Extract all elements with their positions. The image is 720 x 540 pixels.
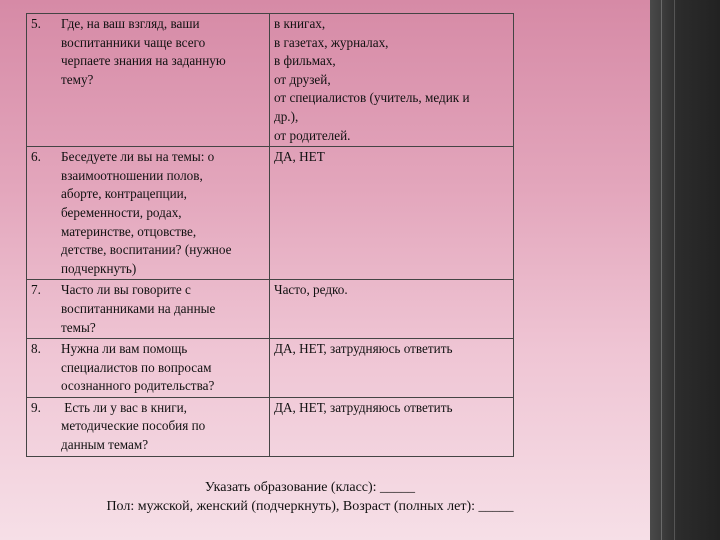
question-cell [27,147,270,280]
question-row-7 [27,280,514,339]
question-text-line: беременности, родах, [61,204,182,220]
question-text-line: методические пособия по [61,418,206,434]
question-number: 7. [31,282,41,298]
question-number: 5. [31,16,41,31]
question-row-9 [27,397,514,456]
question-text-line: воспитанники чаще всего [61,34,206,50]
question-text-line: тему? [61,71,94,87]
question-text-line: материнстве, отцовстве, [61,223,197,239]
question-text-line: данным темам? [61,437,149,453]
question-number: 6. [31,149,41,165]
question-number: 9. [31,399,41,415]
answer-cell [270,339,514,398]
answer-option: др.), [274,108,299,124]
question-row-5 [27,14,514,147]
gender-age-field-line: Пол: мужской, женский (подчеркнуть), Возраст (полных лет): _____ [106,499,514,514]
question-text-line: детстве, воспитании? (нужное [61,242,232,258]
question-cell [27,397,270,456]
answer-option: в газетах, журналах, [274,34,389,50]
question-text-line: осознанного родительства? [61,378,215,394]
answer-option: от специалистов (учитель, медик и [274,90,470,106]
question-text-line: подчеркнуть) [61,260,137,276]
side-divider-line [661,0,662,540]
answer-option: в книгах, [274,16,326,31]
question-cell [27,280,270,339]
question-text-line: темы? [61,319,96,335]
question-text-line: взаимоотношении полов, [61,167,203,183]
question-text-line: Нужна ли вам помощь [61,341,188,357]
question-text-line: Есть ли у вас в книги, [61,399,187,415]
question-text-line: специалистов по вопросам [61,359,212,375]
question-cell [27,339,270,398]
question-text-line: воспитанниками на данные [61,300,216,316]
answer-option: ДА, НЕТ, затрудняюсь ответить [274,399,453,415]
answer-option: от друзей, [274,71,331,87]
answer-cell [270,397,514,456]
question-text-line: аборте, контрацепции, [61,186,187,202]
question-cell [27,14,270,147]
question-text-line: Беседуете ли вы на темы: о [61,149,215,165]
education-field-line: Указать образование (класс): _____ [204,480,416,495]
question-text-line: черпаете знания на заданную [61,53,226,69]
answer-option: ДА, НЕТ, затрудняюсь ответить [274,341,453,357]
question-text-line: Часто ли вы говорите с [61,282,191,298]
answer-option: от родителей. [274,127,351,143]
question-row-6 [27,147,514,280]
answer-option: ДА, НЕТ [274,149,325,165]
survey-table [26,13,514,457]
answer-cell [270,280,514,339]
question-row-8 [27,339,514,398]
answer-option: Часто, редко. [274,282,348,298]
answer-cell [270,14,514,147]
question-text-line: Где, на ваш взгляд, ваши [61,16,200,31]
question-number: 8. [31,341,41,357]
side-divider-line-2 [674,0,675,540]
answer-cell [270,147,514,280]
answer-option: в фильмах, [274,53,336,69]
